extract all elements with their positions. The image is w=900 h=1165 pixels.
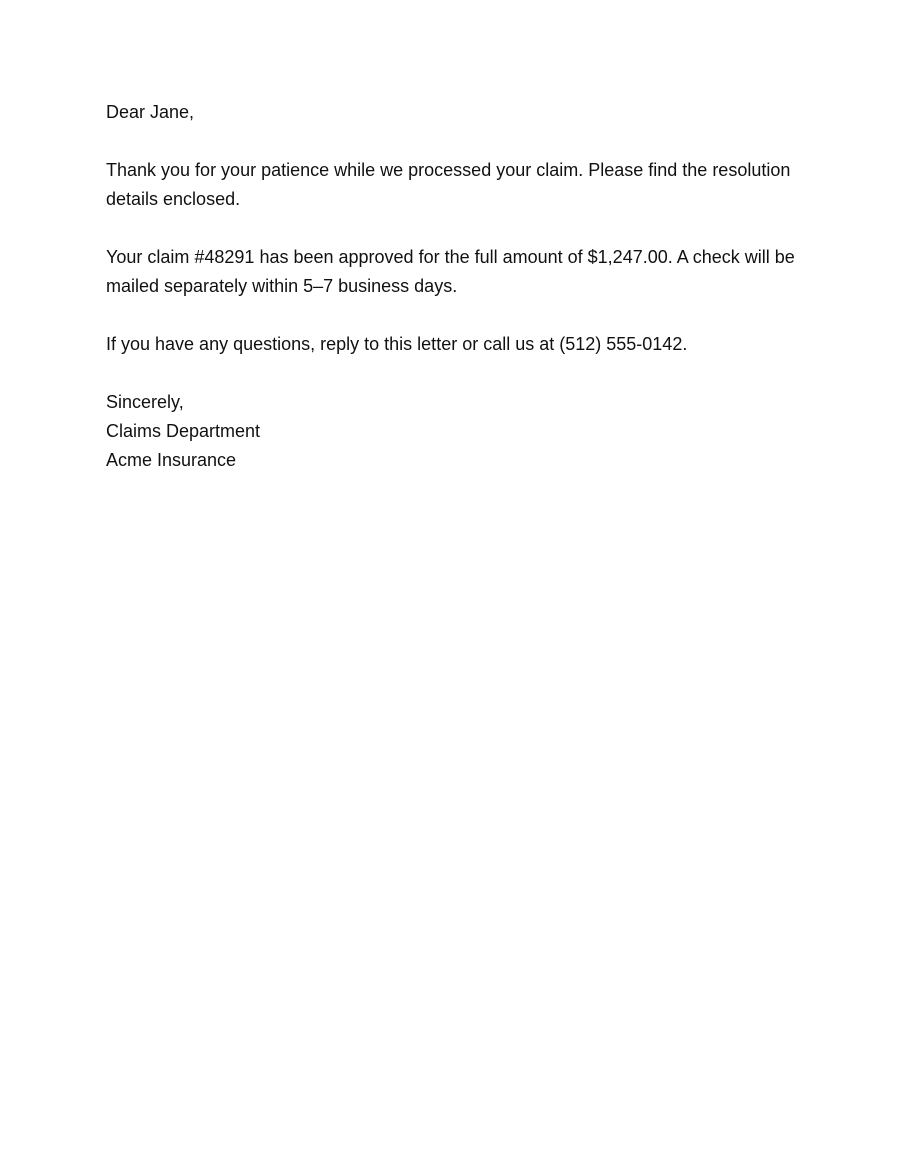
paragraph-intro: Thank you for your patience while we processed your claim. Please find the resolution details enclosed. (106, 160, 791, 209)
salutation: Dear Jane, (106, 102, 195, 122)
valediction: Sincerely, (106, 392, 184, 412)
signature-company: Acme Insurance (106, 450, 237, 470)
letter-body (106, 98, 796, 475)
signature-department: Claims Department (106, 421, 261, 441)
closing-block (106, 388, 796, 475)
paragraph-contact: If you have any questions, reply to this letter or call us at (512) 555-0142. (106, 334, 688, 354)
paragraph-claim-approval: Your claim #48291 has been approved for the full amount of $1,247.00. A check will be mailed separately within 5–7 business days. (106, 247, 795, 296)
